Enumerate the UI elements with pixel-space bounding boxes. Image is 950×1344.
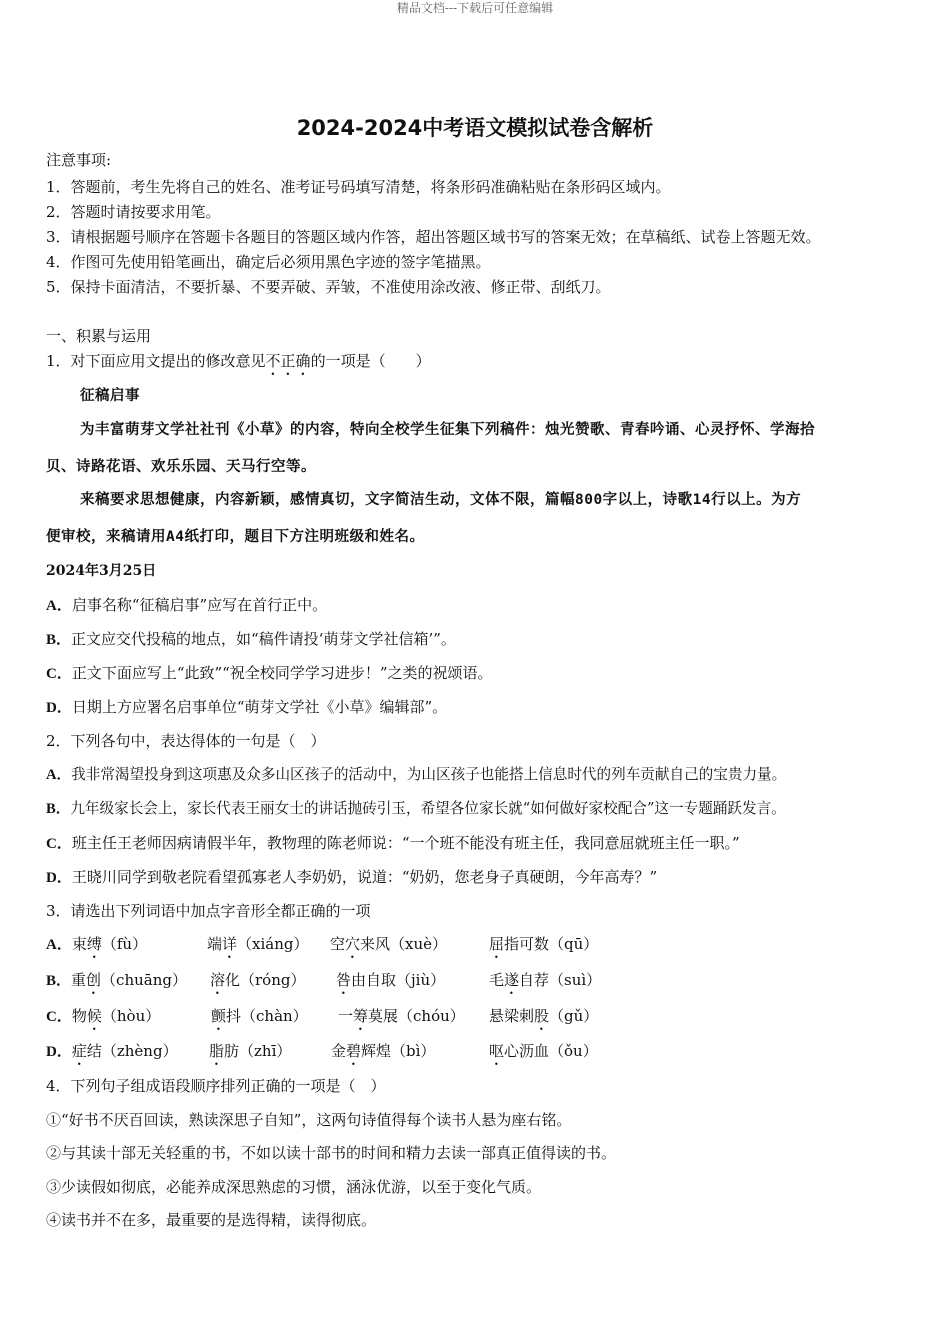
dotted-char: 缚 <box>86 935 102 953</box>
option-label: D． <box>46 1044 72 1060</box>
word-text: （hòu） <box>101 1007 161 1025</box>
word-text: 物 <box>71 1007 87 1025</box>
option-label: D． <box>46 870 72 886</box>
word-text: 结（zhèng） <box>86 1042 178 1060</box>
dotted-char: 筹 <box>353 1007 369 1025</box>
sentence-item: ①“好书不厌百回读，熟读深思子自知”，这两句诗值得每个读书人悬为座右铭。 <box>46 1111 572 1129</box>
option-label: C． <box>46 836 72 852</box>
word-item <box>330 934 447 962</box>
dotted-char: 咎 <box>336 971 352 989</box>
word-item <box>207 934 309 962</box>
option-b[interactable] <box>46 970 187 998</box>
dotted-char: 候 <box>86 1007 102 1025</box>
option-label: C． <box>46 1009 72 1025</box>
sentence-item: ②与其读十部无关轻重的书，不如以读十部书的时间和精力去读一部真正值得读的书。 <box>46 1144 617 1162</box>
option-text: 我非常渴望投身到这项惠及众多山区孩子的活动中，为山区孩子也能搭上信息时代的列车贡献自己的宝贵力量。 <box>71 766 787 783</box>
word-text: 束 <box>71 935 87 953</box>
word-item <box>210 970 305 998</box>
question-4-stem: 4．下列句子组成语段顺序排列正确的一项是（ ） <box>46 1077 386 1095</box>
word-item <box>331 1041 435 1069</box>
word-text: （chuāng） <box>101 971 187 989</box>
option-d[interactable] <box>46 867 657 888</box>
dotted-char: 症 <box>71 1042 87 1060</box>
dotted-char: 遂 <box>504 971 520 989</box>
dotted-char: 详 <box>222 935 238 953</box>
option-label: A． <box>46 937 72 953</box>
word-item <box>489 970 601 998</box>
word-item <box>489 1006 598 1034</box>
word-text: 端 <box>207 935 223 953</box>
page-title: 2024-2024中考语文模拟试卷含解析 <box>296 116 654 140</box>
option-label: C． <box>46 666 72 682</box>
option-text: 正文应交代投稿的地点，如“稿件请投‘萌芽文学社信箱’”。 <box>71 630 456 648</box>
note-item: 4．作图可先使用铅笔画出，确定后必须用黑色字迹的签字笔描黑。 <box>46 253 491 271</box>
notice-paragraph: 为丰富萌芽文学社社刊《小草》的内容，特向全校学生征集下列稿件：烛光赞歌、青春吟诵、心灵抒怀、学海拾 <box>80 422 815 438</box>
option-text: 九年级家长会上，家长代表王丽女士的讲话抛砖引玉，希望各位家长就“如何做好家校配合”这一专题踊跃发言。 <box>70 800 786 817</box>
word-text: （xiáng） <box>237 935 309 953</box>
option-text: 王晓川同学到敬老院看望孤寡老人李奶奶，说道：“奶奶，您老身子真硬朗，今年高寿？” <box>71 868 658 886</box>
dotted-char: 呕 <box>489 1042 505 1060</box>
page-header: 精品文档---下载后可任意编辑 <box>396 1 554 15</box>
option-text: 日期上方应署名启事单位“萌芽文学社《小草》编辑部”。 <box>71 698 448 716</box>
word-text: 抖（chàn） <box>226 1007 308 1025</box>
option-label: A． <box>46 598 72 614</box>
word-text: 指可数（qū） <box>504 935 599 953</box>
notice-paragraph: 贝、诗路花语、欢乐乐园、天马行空等。 <box>46 459 316 475</box>
option-label: B． <box>46 632 72 648</box>
dotted-char: 穴 <box>345 935 361 953</box>
word-text: （fù） <box>101 935 148 953</box>
dotted-char: 颤 <box>211 1007 227 1025</box>
word-item <box>336 970 445 998</box>
notes-heading: 注意事项: <box>46 151 112 169</box>
dotted-char: 股 <box>534 1007 550 1025</box>
word-text: 心沥血（ǒu） <box>504 1042 598 1060</box>
option-label: B． <box>46 801 71 817</box>
option-a[interactable] <box>46 595 327 616</box>
question-3-stem: 3．请选出下列词语中加点字音形全都正确的一项 <box>46 902 371 920</box>
option-text: 班主任王老师因病请假半年，教物理的陈老师说：“一个班不能没有班主任，我同意屈就班主任一职。” <box>71 834 740 852</box>
word-text: 重 <box>71 971 87 989</box>
section-heading: 一、积累与运用 <box>46 327 152 345</box>
word-text: 金 <box>331 1042 347 1060</box>
option-text: 正文下面应写上“此致”“祝全校同学学习进步！”之类的祝颂语。 <box>71 664 493 682</box>
question-2-stem: 2．下列各句中，表达得体的一句是（ ） <box>46 732 326 750</box>
dotted-char: 创 <box>86 971 102 989</box>
note-item: 1．答题前，考生先将自己的姓名、准考证号码填写清楚，将条形码准确粘贴在条形码区域内。 <box>46 178 671 196</box>
word-item <box>338 1006 465 1034</box>
option-label: B． <box>46 973 72 989</box>
dotted-char: 溶 <box>210 971 226 989</box>
word-text: 辉煌（bì） <box>361 1042 436 1060</box>
question-1-stem <box>46 351 431 379</box>
word-text: （gǔ） <box>549 1007 599 1025</box>
stem-text: 1．对下面应用文提出的修改意见 <box>46 352 266 370</box>
option-c[interactable] <box>46 1006 160 1034</box>
word-text: 一 <box>338 1007 354 1025</box>
option-text: 启事名称“征稿启事”应写在首行正中。 <box>71 596 328 614</box>
option-label: A． <box>46 767 72 783</box>
word-item <box>489 934 598 962</box>
sentence-item: ④读书并不在多，最重要的是选得精，读得彻底。 <box>46 1211 377 1229</box>
option-a[interactable] <box>46 934 147 962</box>
notice-paragraph: 来稿要求思想健康，内容新颖，感情真切，文字简洁生动，文体不限，篇幅800字以上，诗歌14行以上。为方 <box>80 492 802 508</box>
sentence-item: ③少读假如彻底，必能养成深思熟虑的习惯，涵泳优游，以至于变化气质。 <box>46 1178 542 1196</box>
option-b[interactable] <box>46 799 786 819</box>
word-text: 化（róng） <box>225 971 306 989</box>
word-text: 悬梁刺 <box>489 1007 535 1025</box>
option-b[interactable] <box>46 629 456 650</box>
option-d[interactable] <box>46 1041 178 1069</box>
notice-title: 征稿启事 <box>80 388 140 404</box>
dotted-char: 碧 <box>346 1042 362 1060</box>
option-a[interactable] <box>46 765 786 785</box>
dotted-text: 不正确 <box>265 352 311 370</box>
notice-date: 2024年3月25日 <box>46 563 157 579</box>
word-text: 自荐（suì） <box>519 971 602 989</box>
option-c[interactable] <box>46 663 493 684</box>
word-text: 空 <box>330 935 346 953</box>
word-item <box>211 1006 308 1034</box>
word-text: 来风（xuè） <box>360 935 448 953</box>
word-item <box>209 1041 291 1069</box>
notice-paragraph: 便审校，来稿请用A4纸打印，题目下方注明班级和姓名。 <box>46 529 425 545</box>
option-d[interactable] <box>46 697 447 718</box>
dotted-char: 脂 <box>209 1042 225 1060</box>
option-c[interactable] <box>46 833 740 854</box>
word-text: 由自取（jiù） <box>351 971 446 989</box>
note-item: 5．保持卡面清洁，不要折暴、不要弄破、弄皱，不准使用涂改液、修正带、刮纸刀。 <box>46 278 611 296</box>
word-item <box>489 1041 598 1069</box>
dotted-char: 屈 <box>489 935 505 953</box>
stem-text: 的一项是（ ） <box>310 352 431 370</box>
word-text: 肪（zhī） <box>224 1042 292 1060</box>
note-item: 2．答题时请按要求用笔。 <box>46 203 221 221</box>
word-text: 莫展（chóu） <box>368 1007 465 1025</box>
word-text: 毛 <box>489 971 505 989</box>
note-item: 3．请根据题号顺序在答题卡各题目的答题区域内作答，超出答题区域书写的答案无效；在草稿纸、试卷上答题无效。 <box>46 228 821 246</box>
option-label: D． <box>46 700 72 716</box>
